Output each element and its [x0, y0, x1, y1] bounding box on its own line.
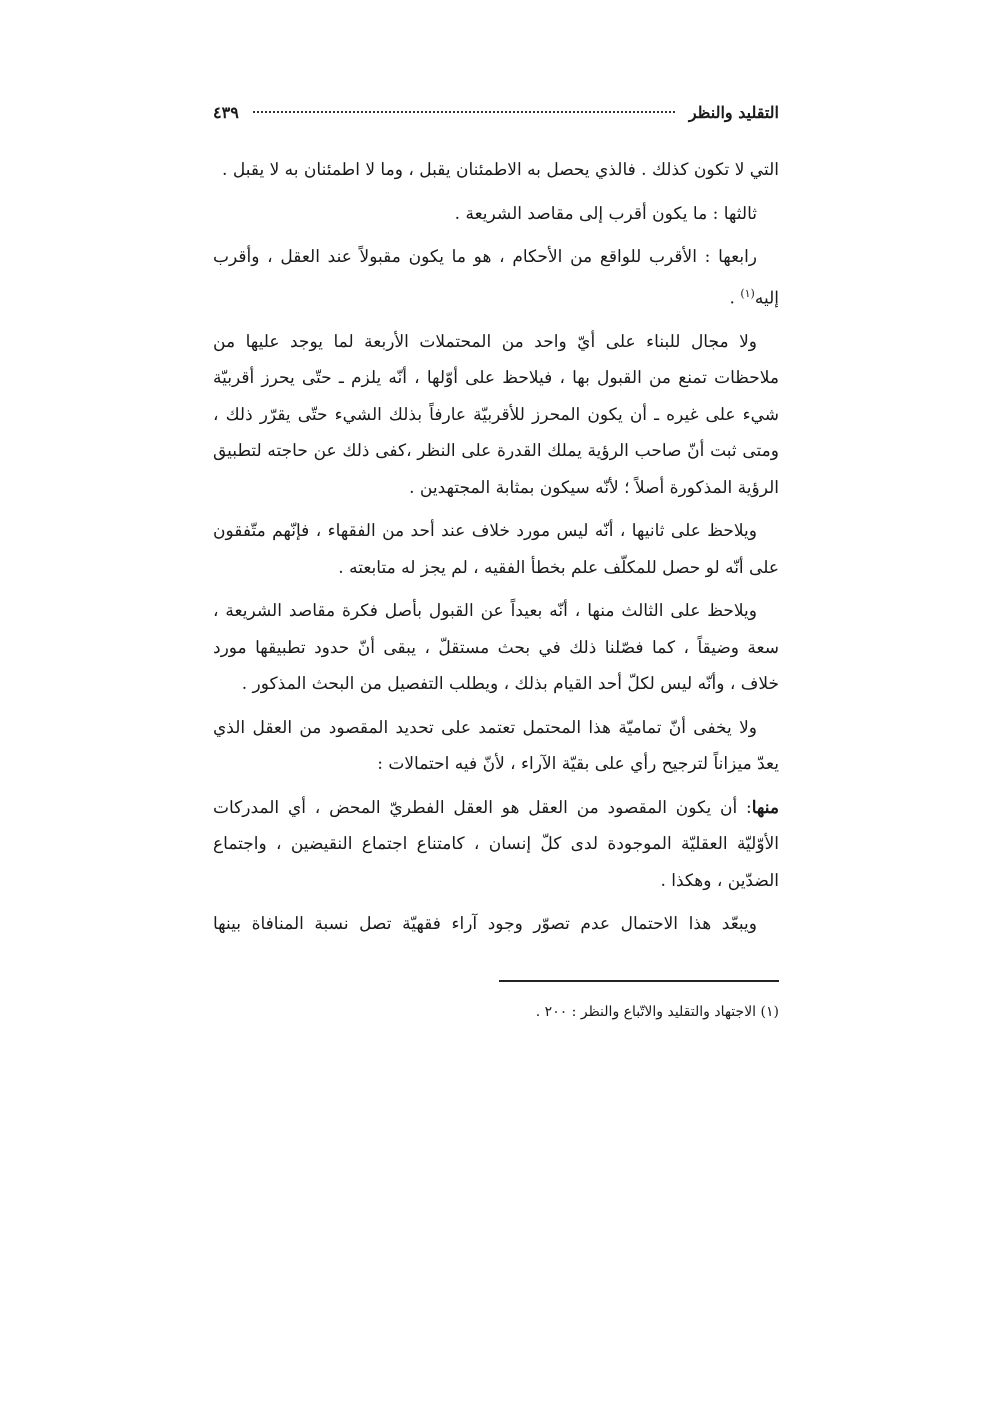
footnote-separator: [499, 980, 779, 982]
paragraph-8: [213, 790, 779, 900]
paragraph-5: ويلاحظ على ثانيها ، أنّه ليس مورد خلاف عند أحد من الفقهاء ، فإنّهم متّفقون على أنّه لو حصل للمكلّف علم بخطأ الفقيه ، لم يجز له متابعته .: [213, 521, 779, 578]
footnote: [213, 1000, 779, 1024]
paragraph-3-text: رابعها : الأقرب للواقع من الأحكام ، هو ما يكون مقبولاً عند العقل ، وأقرب إليه: [213, 247, 779, 309]
footnote-number: (١): [760, 1004, 779, 1020]
paragraph-3-period: .: [729, 288, 735, 309]
footnote-text: الاجتهاد والتقليد والاتّباع والنظر : ٢٠٠ .: [535, 1004, 757, 1020]
header-dotted-leader: [253, 111, 675, 113]
paragraph-2: ثالثها : ما يكون أقرب إلى مقاصد الشريعة .: [454, 203, 757, 224]
running-header: [213, 96, 779, 128]
bold-term: منها: [751, 797, 779, 818]
paragraph-8-text: : أن يكون المقصود من العقل هو العقل الفطريّ المحض ، أي المدركات الأوّليّة العقليّة الموجودة لدى كلّ إنسان ، كامتناع اجتماع النقيضين ، واجتماع الضدّين ، وهكذا .: [213, 797, 779, 891]
main-text: [213, 152, 779, 950]
paragraph-4: ولا مجال للبناء على أيّ واحد من المحتملات الأربعة لما يوجد عليها من ملاحظات تمنع من القبول بها ، فيلاحظ على أوّلها ، أنّه يلزم ـ حتّى يحرز أقربيّة شيء على غيره ـ أن يكون المحرز للأقربيّة عارفاً بذلك الشيء حتّى يقرّر ذلك ، ومتى ثبت أنّ صاحب الرؤية يملك القدرة على النظر ،كفى ذلك عن حاجته لتطبيق الرؤية المذكورة أصلاً ؛ لأنّه سيكون بمثابة المجتهدين .: [213, 331, 779, 498]
footnote-reference: (١): [740, 286, 755, 300]
chapter-title: التقليد والنظر: [688, 102, 779, 122]
paragraph-6: ويلاحظ على الثالث منها ، أنّه بعيداً عن القبول بأصل فكرة مقاصد الشريعة ، سعة وضيقاً ، كما فصّلنا ذلك في بحث مستقلّ ، يبقى أنّ حدود تطبيقها مورد خلاف ، وأنّه ليس لكلّ أحد القيام بذلك ، ويطلب التفصيل من البحث المذكور .: [213, 601, 779, 695]
paragraph-3: [213, 239, 779, 317]
page-number: ٤٣٩: [213, 102, 239, 122]
paragraph-1: التي لا تكون كذلك . فالذي يحصل به الاطمئنان يقبل ، وما لا اطمئنان به لا يقبل .: [222, 160, 779, 180]
paragraph-7: ولا يخفى أنّ تماميّة هذا المحتمل تعتمد على تحديد المقصود من العقل الذي يعدّ ميزاناً لترجيح رأي على بقيّة الآراء ، لأنّ فيه احتمالات :: [213, 717, 779, 775]
paragraph-9: ويبعّد هذا الاحتمال عدم تصوّر وجود آراء فقهيّة تصل نسبة المنافاة بينها: [213, 914, 757, 935]
